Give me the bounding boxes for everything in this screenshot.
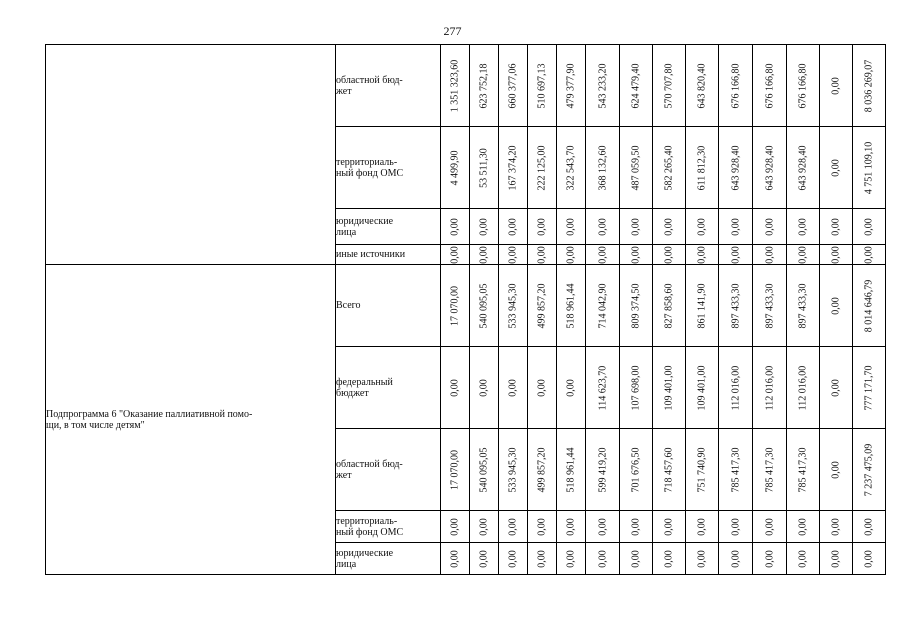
value-cell — [653, 209, 686, 245]
value-cell — [586, 429, 620, 511]
value-cell — [557, 245, 586, 265]
value-cell — [528, 347, 557, 429]
value-text: 109 401,00 — [696, 365, 708, 410]
value-text: 479 377,90 — [565, 63, 577, 108]
value-cell — [820, 45, 853, 127]
value-text: 0,00 — [449, 217, 461, 236]
value-cell — [528, 429, 557, 511]
value-text: 0,00 — [565, 517, 577, 536]
value-cell — [820, 245, 853, 265]
value-cell — [787, 347, 820, 429]
value-cell — [686, 209, 719, 245]
value-text: 0,00 — [663, 245, 675, 264]
value-text: 510 697,13 — [536, 63, 548, 108]
value-cell — [557, 511, 586, 543]
funding-source: Всего — [336, 265, 441, 347]
value-cell — [853, 347, 886, 429]
value-cell — [441, 265, 470, 347]
value-text: 0,00 — [449, 517, 461, 536]
value-text: 17 070,00 — [449, 285, 461, 326]
value-text: 0,00 — [536, 378, 548, 397]
value-cell — [653, 543, 686, 575]
value-cell — [441, 347, 470, 429]
value-text: 114 623,70 — [597, 365, 608, 410]
value-cell — [499, 209, 528, 245]
value-text: 0,00 — [536, 245, 548, 264]
value-cell — [853, 543, 886, 575]
value-cell — [620, 45, 653, 127]
value-cell — [753, 209, 787, 245]
value-cell — [441, 511, 470, 543]
value-text: 676 166,80 — [797, 63, 809, 108]
value-cell — [753, 543, 787, 575]
value-cell — [499, 127, 528, 209]
value-text: 0,00 — [663, 549, 675, 568]
value-cell — [499, 45, 528, 127]
value-text: 624 479,40 — [630, 63, 642, 108]
value-text: 785 417,30 — [797, 447, 809, 492]
value-cell — [787, 209, 820, 245]
value-text: 0,00 — [536, 517, 548, 536]
value-cell — [470, 429, 499, 511]
value-cell — [719, 347, 753, 429]
value-text: 222 125,00 — [536, 145, 548, 190]
value-cell — [586, 347, 620, 429]
value-text: 643 928,40 — [730, 145, 741, 190]
value-cell — [753, 265, 787, 347]
value-text: 0,00 — [597, 549, 608, 568]
value-cell — [787, 429, 820, 511]
value-cell — [820, 543, 853, 575]
value-text: 540 095,05 — [478, 447, 490, 492]
value-text: 4 751 109,10 — [863, 141, 875, 194]
value-text: 533 945,30 — [507, 283, 519, 328]
value-text: 540 095,05 — [478, 283, 490, 328]
value-cell — [441, 45, 470, 127]
value-text: 0,00 — [630, 217, 642, 236]
value-text: 0,00 — [696, 517, 708, 536]
value-text: 660 377,06 — [507, 63, 519, 108]
value-text: 0,00 — [830, 76, 842, 95]
value-text: 368 132,60 — [597, 145, 608, 190]
value-text: 0,00 — [764, 245, 775, 264]
table-row — [46, 45, 886, 127]
value-cell — [853, 127, 886, 209]
value-cell — [653, 429, 686, 511]
value-cell — [787, 45, 820, 127]
value-cell — [499, 245, 528, 265]
value-text: 7 237 475,09 — [863, 443, 875, 496]
value-cell — [470, 265, 499, 347]
value-text: 0,00 — [449, 549, 461, 568]
funding-source: областной бюд- жет — [336, 45, 441, 127]
value-cell — [620, 511, 653, 543]
value-text: 0,00 — [730, 549, 741, 568]
value-cell — [557, 45, 586, 127]
value-text: 0,00 — [597, 217, 608, 236]
value-cell — [586, 245, 620, 265]
value-text: 487 059,50 — [630, 145, 642, 190]
value-text: 623 752,18 — [478, 63, 490, 108]
value-text: 0,00 — [830, 378, 842, 397]
value-text: 701 676,50 — [630, 447, 642, 492]
value-text: 785 417,30 — [730, 447, 741, 492]
value-text: 0,00 — [536, 549, 548, 568]
value-cell — [686, 265, 719, 347]
program-name: Подпрограмма 6 "Оказание паллиативной помо- щи, в том числе детям" — [46, 265, 336, 575]
value-cell — [586, 511, 620, 543]
value-text: 499 857,20 — [536, 283, 548, 328]
value-cell — [528, 127, 557, 209]
value-cell — [820, 127, 853, 209]
value-cell — [441, 245, 470, 265]
value-cell — [753, 127, 787, 209]
value-cell — [686, 429, 719, 511]
value-cell — [787, 543, 820, 575]
value-cell — [853, 429, 886, 511]
value-cell — [441, 209, 470, 245]
value-text: 897 433,30 — [764, 283, 775, 328]
value-cell — [470, 543, 499, 575]
value-cell — [787, 265, 820, 347]
value-cell — [686, 543, 719, 575]
funding-source: юридические лица — [336, 543, 441, 575]
value-cell — [620, 265, 653, 347]
value-cell — [653, 127, 686, 209]
value-text: 0,00 — [507, 378, 519, 397]
value-text: 0,00 — [797, 517, 809, 536]
value-text: 0,00 — [449, 245, 461, 264]
value-text: 8 036 269,07 — [863, 59, 875, 112]
value-text: 0,00 — [507, 549, 519, 568]
value-cell — [470, 347, 499, 429]
value-text: 0,00 — [478, 378, 490, 397]
value-cell — [620, 543, 653, 575]
value-cell — [719, 511, 753, 543]
value-text: 611 812,30 — [696, 145, 708, 190]
value-cell — [528, 265, 557, 347]
value-text: 0,00 — [797, 217, 809, 236]
value-cell — [557, 127, 586, 209]
value-text: 0,00 — [830, 517, 842, 536]
value-text: 714 042,90 — [597, 283, 608, 328]
value-cell — [557, 265, 586, 347]
value-text: 643 928,40 — [764, 145, 775, 190]
value-text: 718 457,60 — [663, 447, 675, 492]
value-cell — [686, 45, 719, 127]
value-cell — [528, 543, 557, 575]
value-text: 570 707,80 — [663, 63, 675, 108]
value-text: 861 141,90 — [696, 283, 708, 328]
value-text: 8 014 646,79 — [863, 279, 875, 332]
value-text: 0,00 — [830, 460, 842, 479]
value-cell — [470, 209, 499, 245]
value-cell — [557, 543, 586, 575]
value-cell — [586, 209, 620, 245]
value-text: 112 016,00 — [797, 365, 809, 410]
value-text: 785 417,30 — [764, 447, 775, 492]
value-cell — [820, 511, 853, 543]
value-text: 643 820,40 — [696, 63, 708, 108]
value-cell — [586, 127, 620, 209]
value-text: 0,00 — [797, 245, 809, 264]
value-text: 0,00 — [730, 517, 741, 536]
value-text: 543 233,20 — [597, 63, 608, 108]
value-cell — [620, 347, 653, 429]
value-text: 1 351 323,60 — [449, 59, 461, 112]
value-text: 0,00 — [507, 217, 519, 236]
value-cell — [470, 127, 499, 209]
value-text: 0,00 — [630, 517, 642, 536]
value-cell — [753, 347, 787, 429]
value-text: 107 698,00 — [630, 365, 642, 410]
value-text: 0,00 — [630, 245, 642, 264]
value-cell — [470, 45, 499, 127]
value-cell — [620, 127, 653, 209]
value-cell — [753, 45, 787, 127]
program-name — [46, 45, 336, 265]
value-cell — [528, 209, 557, 245]
value-cell — [653, 511, 686, 543]
value-text: 0,00 — [830, 158, 842, 177]
value-text: 599 419,20 — [597, 447, 608, 492]
value-text: 0,00 — [630, 549, 642, 568]
value-text: 0,00 — [478, 549, 490, 568]
value-text: 676 166,80 — [730, 63, 741, 108]
value-cell — [470, 245, 499, 265]
value-cell — [557, 347, 586, 429]
funding-source: территориаль- ный фонд ОМС — [336, 511, 441, 543]
value-cell — [499, 265, 528, 347]
value-cell — [787, 511, 820, 543]
value-text: 809 374,50 — [630, 283, 642, 328]
value-text: 0,00 — [830, 217, 842, 236]
value-text: 751 740,90 — [696, 447, 708, 492]
value-text: 676 166,80 — [764, 63, 775, 108]
value-cell — [853, 265, 886, 347]
value-text: 0,00 — [730, 217, 741, 236]
value-text: 518 961,44 — [565, 447, 577, 492]
value-cell — [686, 245, 719, 265]
value-text: 0,00 — [696, 245, 708, 264]
value-cell — [528, 245, 557, 265]
value-cell — [528, 511, 557, 543]
funding-source: федеральный бюджет — [336, 347, 441, 429]
value-text: 499 857,20 — [536, 447, 548, 492]
value-text: 897 433,30 — [730, 283, 741, 328]
value-text: 0,00 — [830, 245, 842, 264]
value-cell — [719, 265, 753, 347]
value-text: 0,00 — [764, 217, 775, 236]
value-cell — [753, 511, 787, 543]
value-text: 0,00 — [565, 245, 577, 264]
value-cell — [753, 245, 787, 265]
value-cell — [820, 209, 853, 245]
value-cell — [528, 45, 557, 127]
value-text: 0,00 — [696, 217, 708, 236]
funding-source: юридические лица — [336, 209, 441, 245]
value-text: 0,00 — [478, 217, 490, 236]
value-cell — [719, 429, 753, 511]
value-text: 0,00 — [507, 245, 519, 264]
value-cell — [653, 265, 686, 347]
value-text: 322 543,70 — [565, 145, 577, 190]
value-text: 0,00 — [478, 517, 490, 536]
value-text: 0,00 — [830, 549, 842, 568]
value-text: 777 171,70 — [863, 365, 875, 410]
value-cell — [719, 209, 753, 245]
funding-source: областной бюд- жет — [336, 429, 441, 511]
value-text: 0,00 — [597, 517, 608, 536]
value-cell — [853, 209, 886, 245]
value-cell — [441, 429, 470, 511]
value-text: 112 016,00 — [730, 365, 741, 410]
value-cell — [620, 245, 653, 265]
value-text: 53 511,30 — [478, 147, 490, 188]
value-text: 167 374,20 — [507, 145, 519, 190]
value-text: 0,00 — [663, 517, 675, 536]
value-cell — [557, 209, 586, 245]
value-text: 643 928,40 — [797, 145, 809, 190]
value-text: 4 499,90 — [449, 150, 461, 185]
value-text: 0,00 — [663, 217, 675, 236]
value-cell — [686, 511, 719, 543]
value-cell — [686, 127, 719, 209]
value-cell — [787, 127, 820, 209]
value-cell — [653, 347, 686, 429]
value-text: 0,00 — [565, 378, 577, 397]
value-text: 0,00 — [830, 296, 842, 315]
value-cell — [586, 45, 620, 127]
financing-table — [45, 44, 886, 575]
value-text: 518 961,44 — [565, 283, 577, 328]
value-text: 582 265,40 — [663, 145, 675, 190]
value-text: 533 945,30 — [507, 447, 519, 492]
value-text: 112 016,00 — [764, 365, 775, 410]
value-cell — [719, 45, 753, 127]
value-cell — [686, 347, 719, 429]
value-text: 897 433,30 — [797, 283, 809, 328]
value-text: 0,00 — [797, 549, 809, 568]
value-cell — [441, 127, 470, 209]
value-cell — [820, 347, 853, 429]
value-cell — [620, 209, 653, 245]
value-cell — [820, 429, 853, 511]
table-row — [46, 265, 886, 347]
value-text: 0,00 — [764, 517, 775, 536]
value-cell — [586, 543, 620, 575]
value-text: 0,00 — [565, 549, 577, 568]
value-cell — [470, 511, 499, 543]
value-cell — [820, 265, 853, 347]
value-text: 0,00 — [863, 245, 875, 264]
value-cell — [499, 543, 528, 575]
value-cell — [499, 429, 528, 511]
value-text: 0,00 — [507, 517, 519, 536]
value-cell — [719, 543, 753, 575]
funding-source: иные источники — [336, 245, 441, 265]
value-cell — [653, 45, 686, 127]
value-text: 0,00 — [863, 549, 875, 568]
value-cell — [853, 511, 886, 543]
value-text: 0,00 — [764, 549, 775, 568]
page-number: 277 — [443, 24, 462, 38]
value-cell — [719, 127, 753, 209]
value-cell — [753, 429, 787, 511]
value-cell — [653, 245, 686, 265]
value-text: 17 070,00 — [449, 449, 461, 490]
value-text: 0,00 — [696, 549, 708, 568]
value-cell — [557, 429, 586, 511]
value-text: 0,00 — [536, 217, 548, 236]
value-cell — [620, 429, 653, 511]
value-text: 0,00 — [863, 517, 875, 536]
funding-source: территориаль- ный фонд ОМС — [336, 127, 441, 209]
value-text: 827 858,60 — [663, 283, 675, 328]
value-cell — [853, 245, 886, 265]
value-text: 0,00 — [478, 245, 490, 264]
value-text: 0,00 — [597, 245, 608, 264]
value-text: 0,00 — [565, 217, 577, 236]
value-cell — [499, 347, 528, 429]
value-cell — [586, 265, 620, 347]
value-cell — [853, 45, 886, 127]
value-text: 0,00 — [730, 245, 741, 264]
value-cell — [441, 543, 470, 575]
value-text: 109 401,00 — [663, 365, 675, 410]
value-cell — [499, 511, 528, 543]
value-text: 0,00 — [449, 378, 461, 397]
value-text: 0,00 — [863, 217, 875, 236]
value-cell — [719, 245, 753, 265]
value-cell — [787, 245, 820, 265]
